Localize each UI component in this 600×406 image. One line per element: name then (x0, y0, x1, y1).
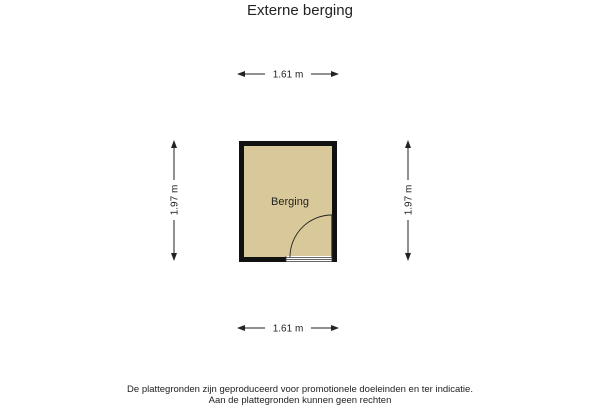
disclaimer-line-1: De plattegronden zijn geproduceerd voor promotionele doeleinden en ter indicatie. (127, 384, 473, 395)
disclaimer-line-2: Aan de plattegronden kunnen geen rechten (208, 395, 392, 406)
plan-title: Externe berging (247, 2, 353, 19)
dimension-top-label: 1.61 m (272, 69, 304, 81)
dimension-left-label: 1.97 m (169, 184, 181, 216)
dimension-right (404, 144, 415, 257)
dimension-bottom (241, 324, 335, 335)
room-berging (239, 141, 337, 262)
room-label: Berging (271, 196, 309, 208)
dimension-bottom-label: 1.61 m (272, 323, 304, 335)
dimension-left (170, 144, 181, 257)
dimension-right-label: 1.97 m (403, 184, 415, 216)
dimension-top (241, 70, 335, 81)
